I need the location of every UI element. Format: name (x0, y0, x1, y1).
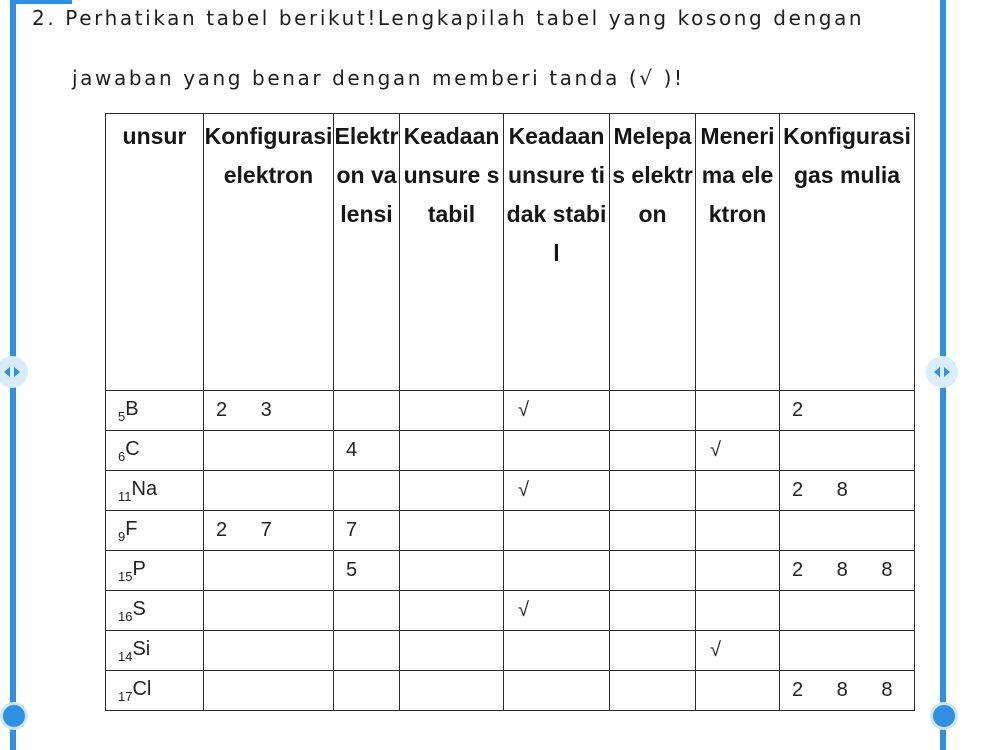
cell-melepas[interactable] (610, 471, 696, 511)
cell-valensi[interactable] (334, 631, 400, 671)
cell-konfig[interactable] (204, 551, 334, 591)
cell-menerima[interactable]: √ (696, 631, 780, 671)
cell-tidak-stabil[interactable] (504, 671, 610, 711)
element-symbol: F (125, 517, 138, 540)
atomic-number: 5 (118, 408, 126, 424)
element-cell (106, 511, 204, 551)
table-row (106, 551, 915, 591)
question-line-1 (32, 6, 864, 30)
column-header: Konfigurasi elektron (204, 114, 334, 391)
cell-menerima[interactable] (696, 471, 780, 511)
cell-konfig[interactable] (204, 591, 334, 631)
cell-gas-mulia[interactable] (780, 511, 915, 551)
cell-menerima[interactable] (696, 551, 780, 591)
cell-tidak-stabil[interactable]: √ (504, 391, 610, 431)
bottom-left-handle[interactable] (0, 702, 28, 730)
cell-konfig[interactable] (204, 471, 334, 511)
cell-stabil[interactable] (400, 391, 504, 431)
cell-melepas[interactable] (610, 631, 696, 671)
cell-tidak-stabil[interactable] (504, 511, 610, 551)
cell-gas-mulia[interactable]: 2 8 (780, 471, 915, 511)
table-row (106, 631, 915, 671)
cell-menerima[interactable] (696, 391, 780, 431)
column-header: Keadaan unsure stabil (400, 114, 504, 391)
left-resize-handle-icon[interactable] (0, 356, 28, 388)
element-cell (106, 431, 204, 471)
cell-gas-mulia[interactable] (780, 591, 915, 631)
cell-konfig[interactable]: 2 7 (204, 511, 334, 551)
cell-stabil[interactable] (400, 511, 504, 551)
cell-melepas[interactable] (610, 391, 696, 431)
column-header: Keadaan unsure tidak stabil (504, 114, 610, 391)
element-symbol: S (132, 597, 146, 620)
electron-config-table (105, 113, 915, 711)
element-symbol: B (125, 397, 139, 420)
cell-stabil[interactable] (400, 671, 504, 711)
column-header: Konfigurasi gas mulia (780, 114, 915, 391)
table-header-row (106, 114, 915, 391)
cell-tidak-stabil[interactable] (504, 431, 610, 471)
element-cell (106, 671, 204, 711)
cell-valensi[interactable] (334, 591, 400, 631)
atomic-number: 15 (118, 568, 133, 584)
cell-gas-mulia[interactable]: 2 8 8 (780, 671, 915, 711)
cell-valensi[interactable] (334, 671, 400, 711)
table-row (106, 471, 915, 511)
cell-menerima[interactable]: √ (696, 431, 780, 471)
element-cell (106, 471, 204, 511)
cell-menerima[interactable] (696, 591, 780, 631)
question-number: 2. (32, 6, 57, 30)
cell-valensi[interactable] (334, 471, 400, 511)
cell-stabil[interactable] (400, 551, 504, 591)
atomic-number: 6 (118, 448, 126, 464)
question-text: Perhatikan tabel berikut!Lengkapilah tabel yang kosong dengan (65, 6, 865, 30)
element-symbol: Na (131, 477, 158, 500)
cell-valensi[interactable] (334, 391, 400, 431)
cell-konfig[interactable] (204, 671, 334, 711)
cell-melepas[interactable] (610, 551, 696, 591)
table-row (106, 431, 915, 471)
table-row (106, 671, 915, 711)
table-row (106, 391, 915, 431)
element-symbol: Si (132, 637, 151, 660)
cell-melepas[interactable] (610, 671, 696, 711)
cell-melepas[interactable] (610, 591, 696, 631)
table-body (106, 391, 915, 711)
cell-valensi[interactable]: 7 (334, 511, 400, 551)
cell-konfig[interactable] (204, 631, 334, 671)
cell-konfig[interactable] (204, 431, 334, 471)
atomic-number: 11 (118, 488, 132, 504)
column-header: Elektron valensi (334, 114, 400, 391)
cell-tidak-stabil[interactable]: √ (504, 471, 610, 511)
cell-konfig[interactable]: 2 3 (204, 391, 334, 431)
element-cell (106, 631, 204, 671)
column-header: Melepas elektron (610, 114, 696, 391)
cell-stabil[interactable] (400, 631, 504, 671)
cell-valensi[interactable]: 4 (334, 431, 400, 471)
table-row (106, 511, 915, 551)
element-symbol: P (132, 557, 146, 580)
column-header: unsur (106, 114, 204, 391)
cell-stabil[interactable] (400, 591, 504, 631)
cell-gas-mulia[interactable] (780, 431, 915, 471)
cell-stabil[interactable] (400, 471, 504, 511)
column-header: Menerima elektron (696, 114, 780, 391)
cell-menerima[interactable] (696, 671, 780, 711)
cell-gas-mulia[interactable]: 2 (780, 391, 915, 431)
element-cell (106, 551, 204, 591)
table-row (106, 591, 915, 631)
bottom-right-handle[interactable] (930, 702, 958, 730)
atomic-number: 9 (118, 528, 126, 544)
cell-melepas[interactable] (610, 431, 696, 471)
cell-tidak-stabil[interactable] (504, 551, 610, 591)
element-symbol: Cl (132, 677, 152, 700)
element-cell (106, 391, 204, 431)
element-symbol: C (125, 437, 140, 460)
cell-valensi[interactable]: 5 (334, 551, 400, 591)
right-resize-handle-icon[interactable] (926, 356, 958, 388)
cell-gas-mulia[interactable] (780, 631, 915, 671)
cell-stabil[interactable] (400, 431, 504, 471)
cell-gas-mulia[interactable]: 2 8 8 (780, 551, 915, 591)
atomic-number: 17 (118, 688, 133, 704)
cell-melepas[interactable] (610, 511, 696, 551)
cell-tidak-stabil[interactable] (504, 631, 610, 671)
atomic-number: 14 (118, 648, 133, 664)
question-line-2: jawaban yang benar dengan memberi tanda (√ )! (72, 66, 685, 90)
element-cell (106, 591, 204, 631)
cell-tidak-stabil[interactable]: √ (504, 591, 610, 631)
cell-menerima[interactable] (696, 511, 780, 551)
top-guide (10, 0, 72, 4)
atomic-number: 16 (118, 608, 133, 624)
